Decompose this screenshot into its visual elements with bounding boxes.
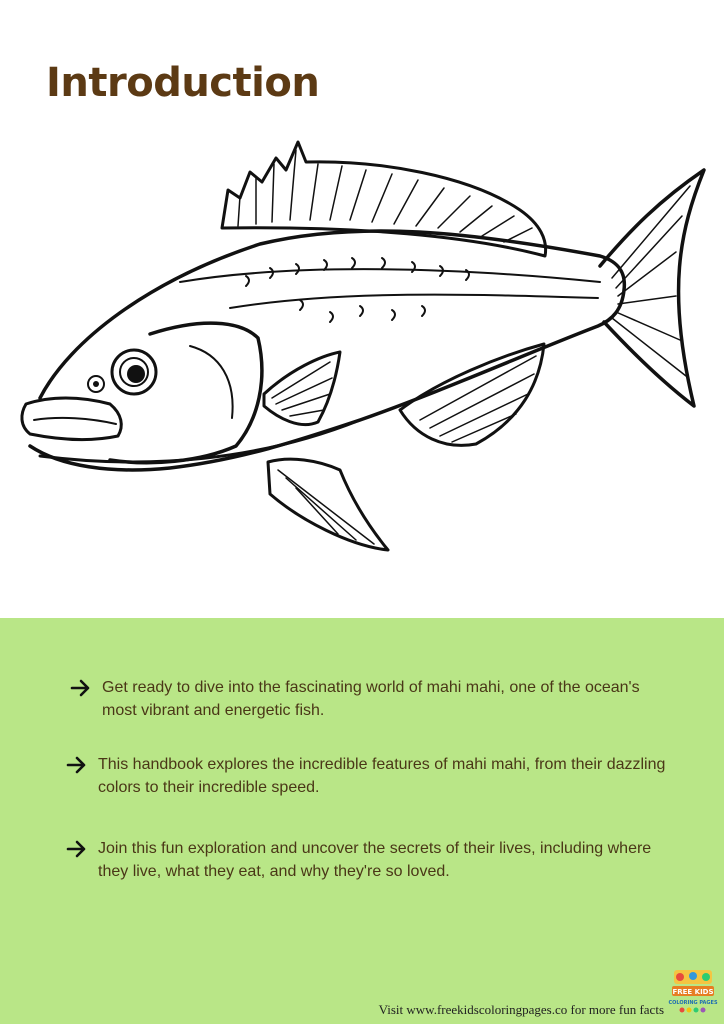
bullet-text: Join this fun exploration and uncover the secrets of their lives, including where they live, what they eat, and why they're so loved. xyxy=(98,840,652,880)
bullet-text: Get ready to dive into the fascinating world of mahi mahi, one of the ocean's most vibrant and energetic fish. xyxy=(102,679,640,719)
site-logo xyxy=(668,968,718,1014)
arrow-right-icon xyxy=(66,840,88,858)
svg-text:COLORING PAGES: COLORING PAGES xyxy=(668,1000,718,1006)
arrow-right-icon xyxy=(70,679,92,697)
bullet-item xyxy=(66,753,666,799)
svg-text:FREE KIDS: FREE KIDS xyxy=(672,988,714,996)
arrow-right-icon xyxy=(66,756,88,774)
intro-panel xyxy=(0,618,724,1024)
page-title: Introduction xyxy=(46,60,320,106)
fish-illustration xyxy=(0,138,724,618)
bullet-item xyxy=(70,676,670,722)
bullet-text: This handbook explores the incredible features of mahi mahi, from their dazzling colors to their incredible speed. xyxy=(98,756,666,796)
bullet-item xyxy=(66,837,666,883)
footer-text: Visit www.freekidscoloringpages.co for more fun facts xyxy=(378,1002,664,1017)
